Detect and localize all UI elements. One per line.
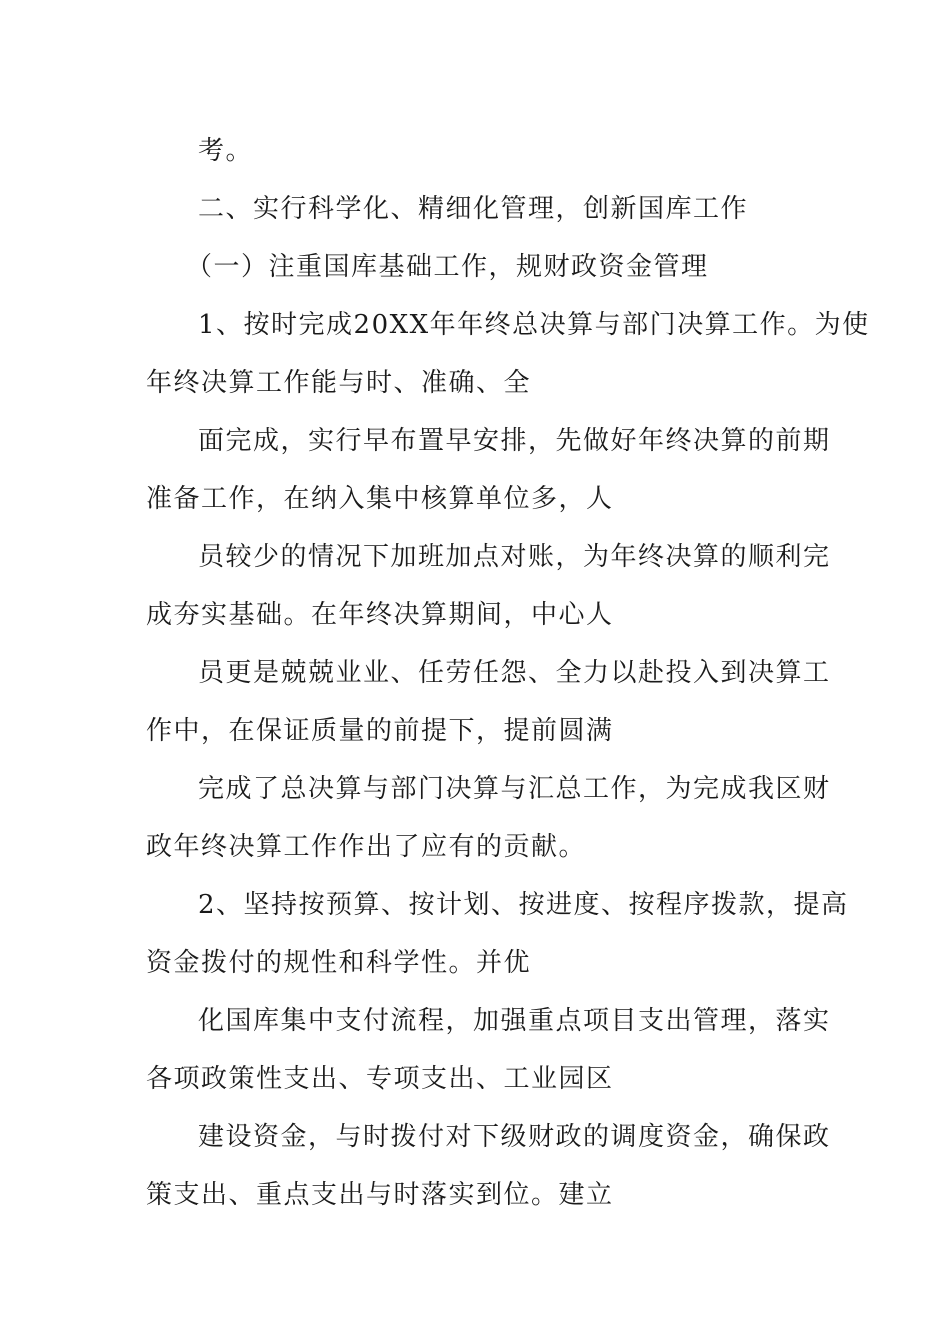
text-line: 1、按时完成20XX年年终总决算与部门决算工作。为使	[198, 310, 870, 340]
text-line: 各项政策性支出、专项支出、工业园区	[146, 1064, 614, 1094]
text-line: 2、坚持按预算、按计划、按进度、按程序拨款，提高	[198, 890, 849, 920]
text-line: 面完成，实行早布置早安排，先做好年终决算的前期	[198, 426, 831, 456]
text-line: 考。	[198, 136, 254, 166]
text-line: 作中，在保证质量的前提下，提前圆满	[146, 716, 614, 746]
text-line: 资金拨付的规性和科学性。并优	[146, 948, 532, 978]
text-line: 年终决算工作能与时、准确、全	[146, 368, 532, 398]
text-line: 完成了总决算与部门决算与汇总工作，为完成我区财	[198, 774, 831, 804]
text-line: 员较少的情况下加班加点对账，为年终决算的顺利完	[198, 542, 831, 572]
text-line: 建设资金，与时拨付对下级财政的调度资金，确保政	[198, 1122, 831, 1152]
section-heading: 二、实行科学化、精细化管理，创新国库工作	[198, 194, 749, 224]
text-line: 准备工作，在纳入集中核算单位多，人	[146, 484, 614, 514]
text-line: 化国库集中支付流程，加强重点项目支出管理，落实	[198, 1006, 831, 1036]
text-line: 员更是兢兢业业、任劳任怨、全力以赴投入到决算工	[198, 658, 831, 688]
text-line: 政年终决算工作作出了应有的贡献。	[146, 832, 587, 862]
text-line: 成夯实基础。在年终决算期间，中心人	[146, 600, 614, 630]
subsection-heading: （一）注重国库基础工作，规财政资金管理	[186, 252, 709, 282]
text-line: 策支出、重点支出与时落实到位。建立	[146, 1180, 614, 1210]
